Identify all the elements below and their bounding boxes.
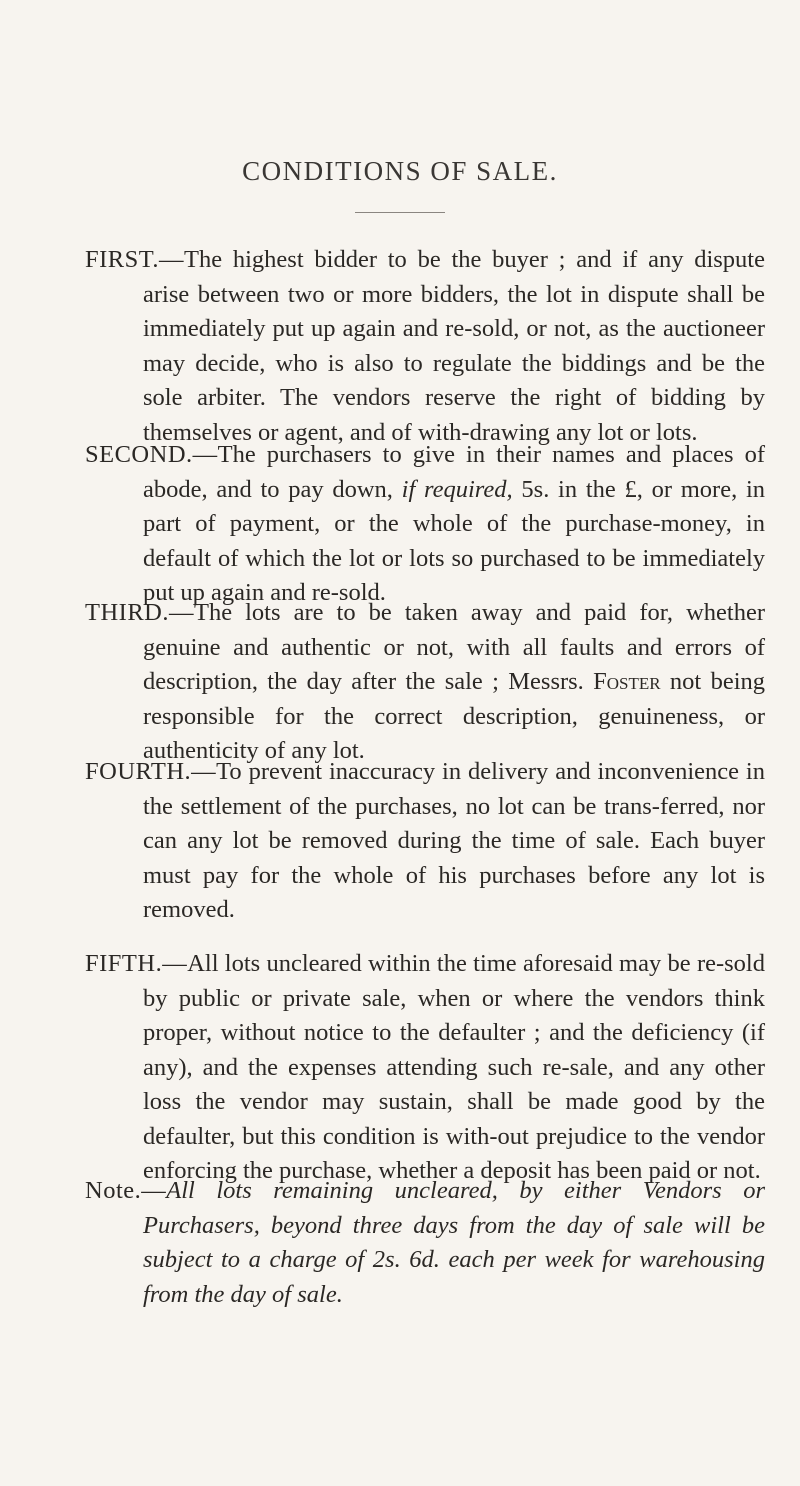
clause-text: All lots uncleared within the time aforesaid may be re-sold by public or private sale, when or where the vendors think proper, without notice to the defaulter ; and the deficiency (if any), and the expenses attending such re-sale, and any other loss the vendor may sustain, shall be made good by the defaulter, but this condition is with-out prejudice to the vendor enforcing the purchase, whether a deposit has been paid or not. [143, 950, 765, 1184]
page-title: CONDITIONS OF SALE. [242, 156, 558, 186]
clause-heading: THIRD.— [85, 599, 194, 626]
clause-heading: FIFTH.— [85, 950, 188, 977]
note [85, 1174, 765, 1312]
clause-name-smallcaps: Foster [593, 668, 661, 695]
clause-text: The lots are to be taken away and paid for, whether genuine and authentic or not, with all faults and errors of description, the day after the sale ; Messrs. [143, 599, 765, 695]
note-text: All lots remaining uncleared, by either Vendors or Purchasers, beyond three days from the day of sale will be subject to a charge of 2s. 6d. each per week for warehousing from the day of sale. [143, 1177, 765, 1308]
clause-text-italic: if required, [401, 475, 513, 503]
clause-heading: FOURTH.— [85, 758, 217, 785]
clause-text: 5s. in the £, or more, in part of payment, or the whole of the purchase-money, in default of which the lot or lots so purchased to be immediately put up again and re-sold. [143, 475, 766, 606]
clause-text: The purchasers to give in their names and places of abode, and to pay down, [143, 441, 765, 503]
clause-text: To prevent inaccuracy in delivery and inconvenience in the settlement of the purchases, no lot can be trans-ferred, nor can any lot be removed during the time of sale. Each buyer must pay for the whole of his purchases before any lot is removed. [143, 758, 765, 923]
clause-heading: SECOND.— [85, 441, 218, 468]
clause-text: The highest bidder to be the buyer ; and if any dispute arise between two or more bidders, the lot in dispute shall be immediately put up again and re-sold, or not, as the auctioneer may decide, who is also to regulate the biddings and be the sole arbiter. The vendors reserve the right of bidding by themselves or agent, and of with-drawing any lot or lots. [143, 246, 765, 446]
clause-first [85, 243, 765, 450]
clause-fourth [85, 755, 765, 928]
clause-second [85, 438, 765, 611]
clause-fifth [85, 947, 765, 1189]
clause-third [85, 596, 765, 769]
clause-heading: FIRST.— [85, 246, 185, 273]
clause-text: not being responsible for the correct description, genuineness, or authenticity of any lot. [143, 668, 765, 764]
title-divider [355, 212, 445, 213]
note-heading: Note.— [85, 1177, 167, 1204]
